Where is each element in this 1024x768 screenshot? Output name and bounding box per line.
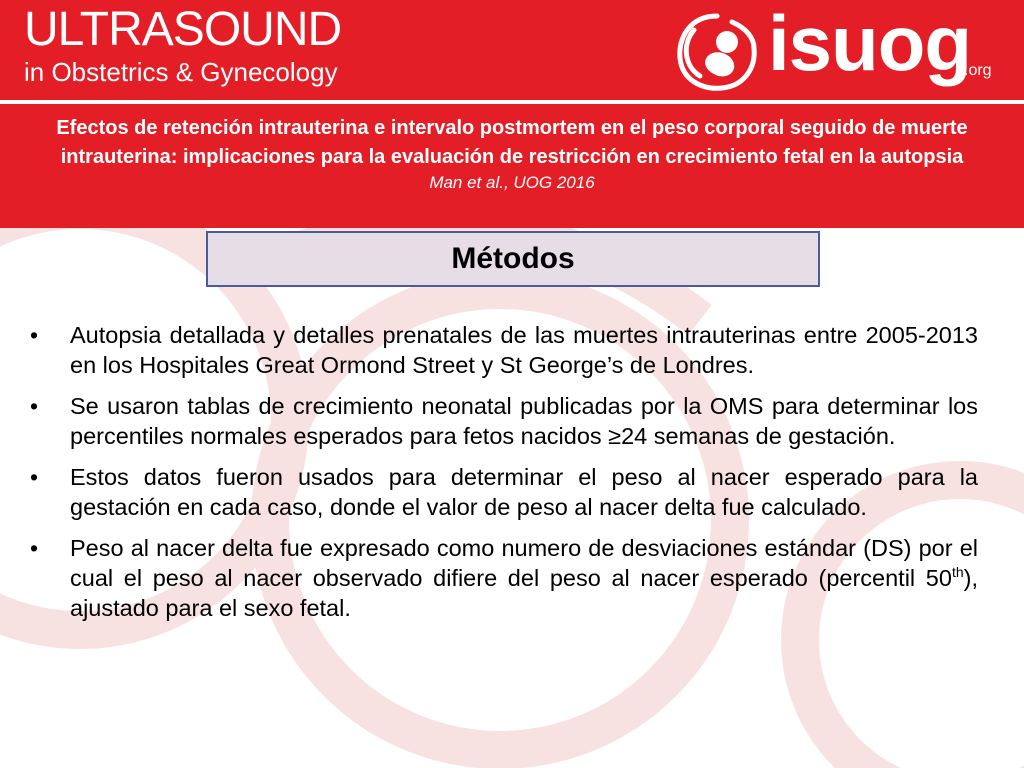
journal-title: ULTRASOUND — [24, 3, 342, 56]
article-title: Efectos de retención intrauterina e intervalo postmortem en el peso corporal seguido de muerte intrauterina: implicaciones para la evaluación de restricción en crecimiento fetal en la autopsia — [56, 117, 968, 168]
journal-header — [0, 0, 1024, 100]
article-banner — [0, 104, 1024, 228]
bullet-marker: • — [30, 535, 39, 561]
bullet-item — [30, 320, 978, 380]
bullet-list — [30, 320, 978, 634]
journal-subtitle: in Obstetrics & Gynecology — [24, 57, 338, 87]
section-title: Métodos — [451, 242, 575, 275]
article-citation: Man et al., UOG 2016 — [429, 173, 595, 192]
section-header-box — [206, 231, 820, 287]
ordinal-superscript: th — [951, 564, 964, 581]
bullet-marker: • — [30, 393, 39, 419]
bullet-marker: • — [30, 322, 39, 348]
fetus-logo-icon — [672, 8, 762, 96]
bullet-text: Autopsia detallada y detalles prenatales de las muertes intrauterinas entre 2005-2013 en los Hospitales Great Ormond Street y St George’s de Londres. — [70, 322, 978, 378]
logo-domain-suffix: .org — [964, 62, 992, 79]
bullet-text: Se usaron tablas de crecimiento neonatal publicadas por la OMS para determinar los percentiles normales esperados para fetos nacidos ≥24 semanas de gestación. — [70, 393, 978, 449]
bullet-item — [30, 462, 978, 522]
bullet-text: Estos datos fueron usados para determinar el peso al nacer esperado para la gestación en cada caso, donde el valor de peso al nacer delta fue calculado. — [70, 464, 978, 520]
bullet-text-after: ), ajustado para el sexo fetal. — [70, 565, 978, 621]
bullet-marker: • — [30, 464, 39, 490]
logo-wordmark: isuog — [768, 0, 971, 87]
bullet-item — [30, 391, 978, 451]
bullet-item — [30, 533, 978, 623]
isuog-logo — [672, 0, 1012, 94]
bullet-text-before: Peso al nacer delta fue expresado como numero de desviaciones estándar (DS) por el cual el peso al nacer observado difiere del peso al nacer esperado (percentil 50 — [70, 535, 978, 591]
bullet-text — [70, 535, 978, 621]
